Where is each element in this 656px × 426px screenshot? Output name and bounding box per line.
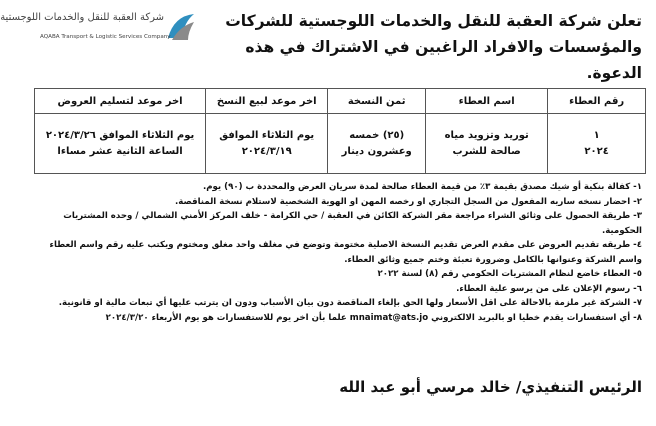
header-sale-deadline: اخر موعد لبيع النسخ [206,89,328,114]
headline-line-2: والمؤسسات والافراد الراغبين في الاشتراك في هذه الدعوة. [245,38,642,82]
header-copy-price: ثمن النسخة [328,89,426,114]
conditions-list [38,180,642,325]
logo-english-name: AQABA Transport & Logistic Services Company [40,34,171,40]
cell-line: توريد وتزويد مياه [444,129,529,141]
tender-table-header-row [35,89,646,114]
condition-item: ١- كفالة بنكية أو شيك مصدق بقيمة ٣٪ من قيمة العطاء صالحة لمدة سريان العرض والمحددة ب (٩٠) يوم. [202,182,642,192]
cell-line: (٢٥) خمسه [349,129,405,141]
cell-line: وعشرون دينار [341,145,412,157]
cell-tender-name [426,114,548,174]
condition-item: ٢- احضار نسخه ساريه المفعول من السجل التجاري او رخصه المهن او الهوية الشخصية لاستلام نسخة المناقصة. [175,196,642,207]
cell-submission-deadline [35,114,206,174]
cell-tender-number [548,114,646,174]
cell-line: يوم الثلاثاء الموافق [219,129,315,141]
logo-arabic-name: شركة العقبة للنقل والخدمات اللوجستية [0,12,164,23]
condition-item: ٤- طريقه تقديم العروض على مقدم العرض تقديم النسخة الاصلية مختومة وتوضع في مغلف واحد مغلق ومختوم ويكتب عليه رقم واسم العطاء واسم الشركة وعنوانها بالكامل وضرورة تعبئة وختم جميع وثائق العطاء. [49,240,642,265]
cell-line: ١ [593,129,600,141]
table-row [35,114,646,174]
headline-line-1: تعلن شركة العقبة للنقل والخدمات اللوجستية للشركات [225,12,642,30]
condition-item: ٦- رسوم الإعلان على من يرسو علية العطاء. [456,283,642,294]
header-submission-deadline: اخر موعد لتسليم العروض [35,89,206,114]
condition-item: ٧- الشركة غير ملزمة بالاحالة على اقل الأسعار ولها الحق بإلغاء المناقصة دون بيان الأسباب ودون ان يترتب عليها أي تبعات مالية او قانونية. [58,298,642,308]
cell-line: يوم الثلاثاء الموافق ٢٠٢٤/٣/٢٦ [45,129,195,141]
tender-table [34,88,646,174]
cell-sale-deadline [206,114,328,174]
cell-copy-price [328,114,426,174]
cell-line: الساعة الثانية عشر مساءا [57,145,183,157]
announcement-headline [202,8,642,86]
header-tender-name: اسم العطاء [426,89,548,114]
cell-line: ٢٠٢٤ [584,145,609,157]
condition-item: ٨- أي استفسارات يقدم خطيا او بالبريد الالكتروني mnaimat@ats.jo علما بأن اخر يوم للاستفسارات هو يوم الأربعاء ٢٠٢٤/٣/٢٠ [105,312,642,323]
condition-item: ٣- طريقة الحصول على وثائق الشراء مراجعة مقر الشركة الكائن في العقبة / حي الكرامة - خلف المركز الأمني الشمالي / وحده المشتريات الحكومية. [63,211,642,236]
company-logo [0,8,206,52]
header-tender-number: رقم العطاء [548,89,646,114]
condition-item: ٥- العطاء خاضع لنظام المشتريات الحكومي رقم (٨) لسنة ٢٠٢٢ [377,269,642,279]
ceo-signature: الرئيس التنفيذي/ خالد مرسي أبو عبد الله [339,378,642,396]
cell-line: ٢٠٢٤/٣/١٩ [241,145,292,157]
cell-line: صالحة للشرب [452,145,521,157]
